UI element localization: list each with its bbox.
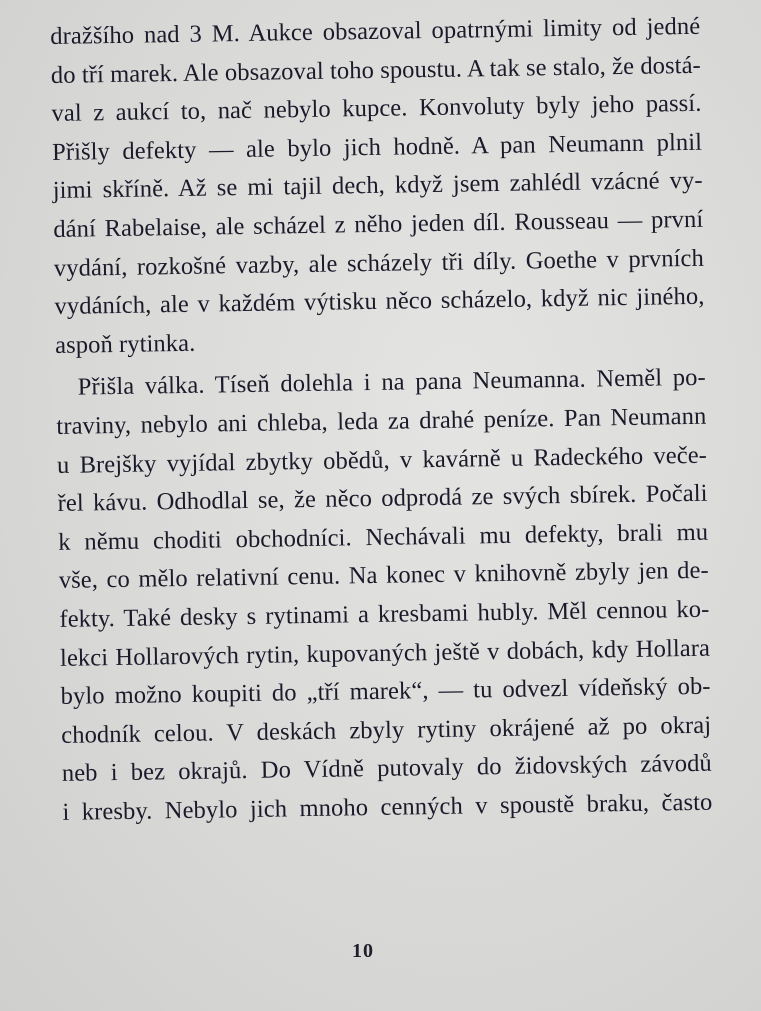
text-line: i kresby. Nebylo jich mnoho cenných v spoustě braku, často [62,788,713,826]
text-line: k němu choditi obchodníci. Nechávali mu defekty, brali mu [58,518,709,556]
text-line: lekci Hollarových rytin, kupovaných ještě v dobách, kdy Hollara [59,634,711,672]
text-line: chodník celou. V deskách zbyly rytiny okrájené až po okraj [61,711,712,749]
text-line: do tří marek. Ale obsazoval toho spoustu. A tak se stalo, že dostá- [50,51,702,89]
text-line: vydáních, ale v každém výtisku něco scházelo, když nic jiného, [54,282,705,321]
page-number: 10 [352,940,374,962]
text-line: u Brejšky vyjídal zbytky obědů, v kavárně u Radeckého veče- [56,441,708,479]
text-line: řel kávu. Odhodlal se, že něco odprodá ze svých sbírek. Počali [57,479,708,518]
text-line: dání Rabelaise, ale scházel z něho jeden díl. Rousseau — první [53,205,704,243]
text-line-paragraph-start: Přišla válka. Tíseň dolehla i na pana Neumanna. Neměl po- [77,364,706,401]
text-line: fekty. Také desky s rytinami a kresbami hubly. Měl cennou ko- [59,595,710,633]
text-line: dražšího nad 3 M. Aukce obsazoval opatrnými limity od jedné [50,12,701,50]
text-line: vydání, rozkošné vazby, ale scházely tři díly. Goethe v prvních [53,244,705,282]
body-text [50,8,713,833]
text-line: Přišly defekty — ale bylo jich hodně. A pan Neumann plnil [51,128,703,166]
text-line: val z aukcí to, nač nebylo kupce. Konvoluty byly jeho passí. [51,89,702,128]
text-line: traviny, nebylo ani chleba, leda za drahé peníze. Pan Neumann [56,402,707,440]
text-line-paragraph-end: aspoň rytinka. [54,329,196,359]
text-line: jimi skříně. Až se mi tajil dech, když jsem zahlédl vzácné vy- [52,167,703,205]
text-line: bylo možno koupiti do „tří marek“, — tu odvezl vídeňský ob- [60,672,711,711]
text-line: neb i bez okrajů. Do Vídně putovaly do židovských závodů [61,749,713,788]
text-line: vše, co mělo relativní cenu. Na konec v knihovně zbyly jen de- [58,557,709,595]
